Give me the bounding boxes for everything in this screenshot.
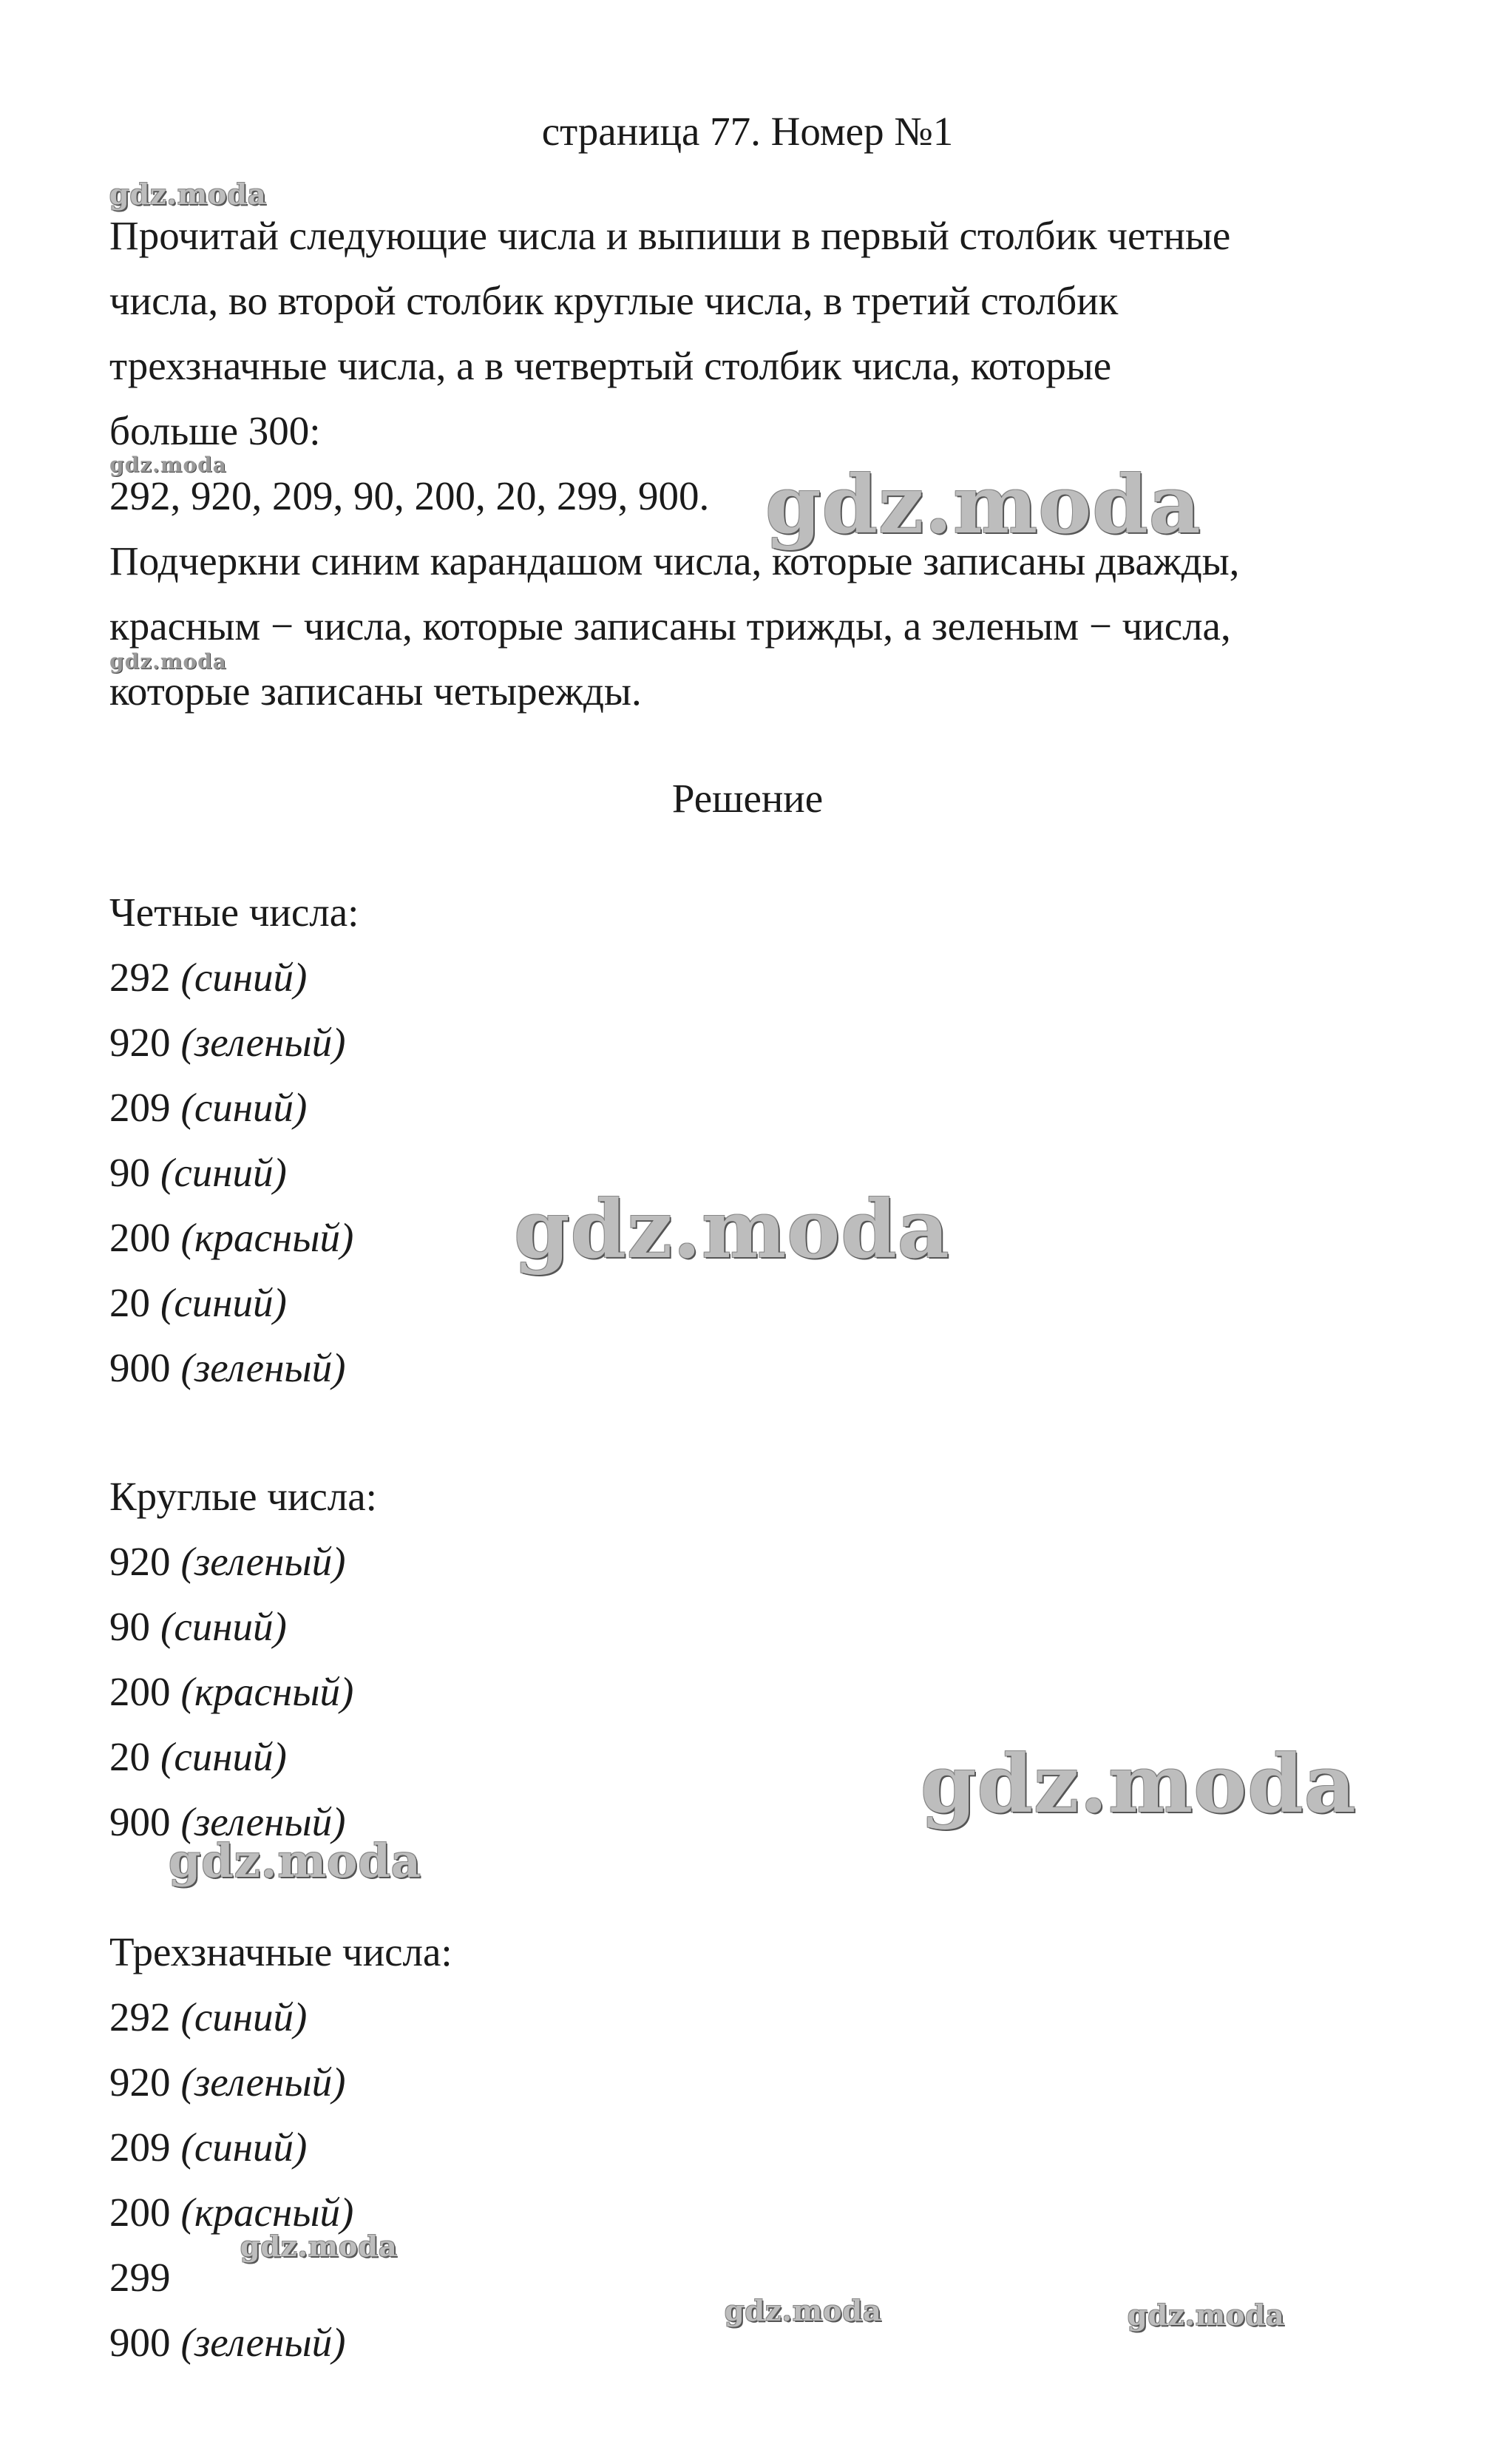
entry-number: 200 [109,1669,171,1714]
task-line: красным − числа, которые записаны трижды, а зеленым − числа, [109,603,1231,649]
task-line: числа, во второй столбик круглые числа, в третий столбик [109,278,1119,323]
entry-color: (зеленый) [180,1539,346,1584]
three-digit-numbers-group [109,1920,997,2375]
group-title: Круглые числа: [109,1474,377,1519]
entry-color: (синий) [160,1734,287,1779]
watermark: gdz.moda [1128,2298,1285,2332]
list-item [109,1725,997,1790]
task-line: трехзначные числа, а в четвертый столбик числа, которые [109,343,1112,388]
entry-number: 292 [109,955,171,1000]
list-item [109,1270,997,1336]
entry-color: (зеленый) [180,1799,346,1844]
round-numbers-group [109,1464,997,1855]
watermark: gdz.moda [240,2230,398,2263]
entry-number: 20 [109,1734,150,1779]
entry-number: 90 [109,1150,150,1195]
list-item [109,1140,997,1205]
entry-color: (красный) [180,1669,354,1714]
solution-heading: Решение [671,776,824,821]
entry-number: 299 [109,2255,171,2300]
entry-number: 209 [109,1085,171,1130]
entry-color: (синий) [180,1994,308,2040]
page-title: страница 77. Номер №1 [541,109,954,154]
task-line: больше 300: [109,408,321,453]
list-item [109,1529,997,1594]
entry-color: (синий) [160,1604,287,1649]
group-title: Четные числа: [109,890,359,935]
entry-number: 90 [109,1604,150,1649]
entry-color: (зеленый) [180,1020,346,1065]
entry-number: 292 [109,1994,171,2040]
entry-color: (красный) [180,2190,354,2235]
watermark: gdz.moda [514,1183,950,1276]
list-item [109,1594,997,1659]
entry-color: (зеленый) [180,2059,346,2105]
list-item [109,2050,997,2115]
watermark: gdz.moda [765,458,1201,552]
watermark: gdz.moda [109,177,267,211]
list-item [109,1790,997,1855]
even-numbers-group [109,880,997,1401]
entry-color: (зеленый) [180,2320,346,2365]
entry-color: (красный) [180,1215,354,1260]
entry-number: 20 [109,1280,150,1325]
list-item [109,945,997,1010]
list-item [109,2115,997,2180]
watermark: gdz.moda [725,2294,882,2327]
entry-color: (синий) [180,1085,308,1130]
task-numbers-line: 292, 920, 209, 90, 200, 20, 299, 900. [109,473,710,518]
task-line: Подчеркни синим карандашом числа, которые записаны дважды, [109,538,1240,583]
entry-number: 920 [109,2059,171,2105]
list-item [109,1336,997,1401]
watermark: gdz.moda [921,1738,1357,1831]
entry-number: 920 [109,1539,171,1584]
list-item [109,1075,997,1140]
entry-color: (синий) [180,955,308,1000]
entry-number: 209 [109,2125,171,2170]
list-item [109,2310,997,2375]
entry-number: 900 [109,1799,171,1844]
task-line: которые записаны четырежды. [109,669,642,714]
entry-number: 200 [109,2190,171,2235]
entry-number: 900 [109,2320,171,2365]
entry-color: (синий) [160,1280,287,1325]
list-item [109,1010,997,1075]
list-item [109,1985,997,2050]
entry-color: (зеленый) [180,1345,346,1390]
task-line: Прочитай следующие числа и выпиши в первый столбик четные [109,213,1231,258]
watermark: gdz.moda [109,649,227,674]
list-item [109,1205,997,1270]
watermark: gdz.moda [169,1834,421,1888]
entry-number: 200 [109,1215,171,1260]
task-text [109,203,1411,724]
watermark: gdz.moda [109,453,227,477]
list-item [109,2245,997,2310]
entry-number: 920 [109,1020,171,1065]
entry-color: (синий) [180,2125,308,2170]
list-item [109,2180,997,2245]
group-title: Трехзначные числа: [109,1929,452,1974]
list-item [109,1659,997,1725]
entry-color: (синий) [160,1150,287,1195]
entry-number: 900 [109,1345,171,1390]
